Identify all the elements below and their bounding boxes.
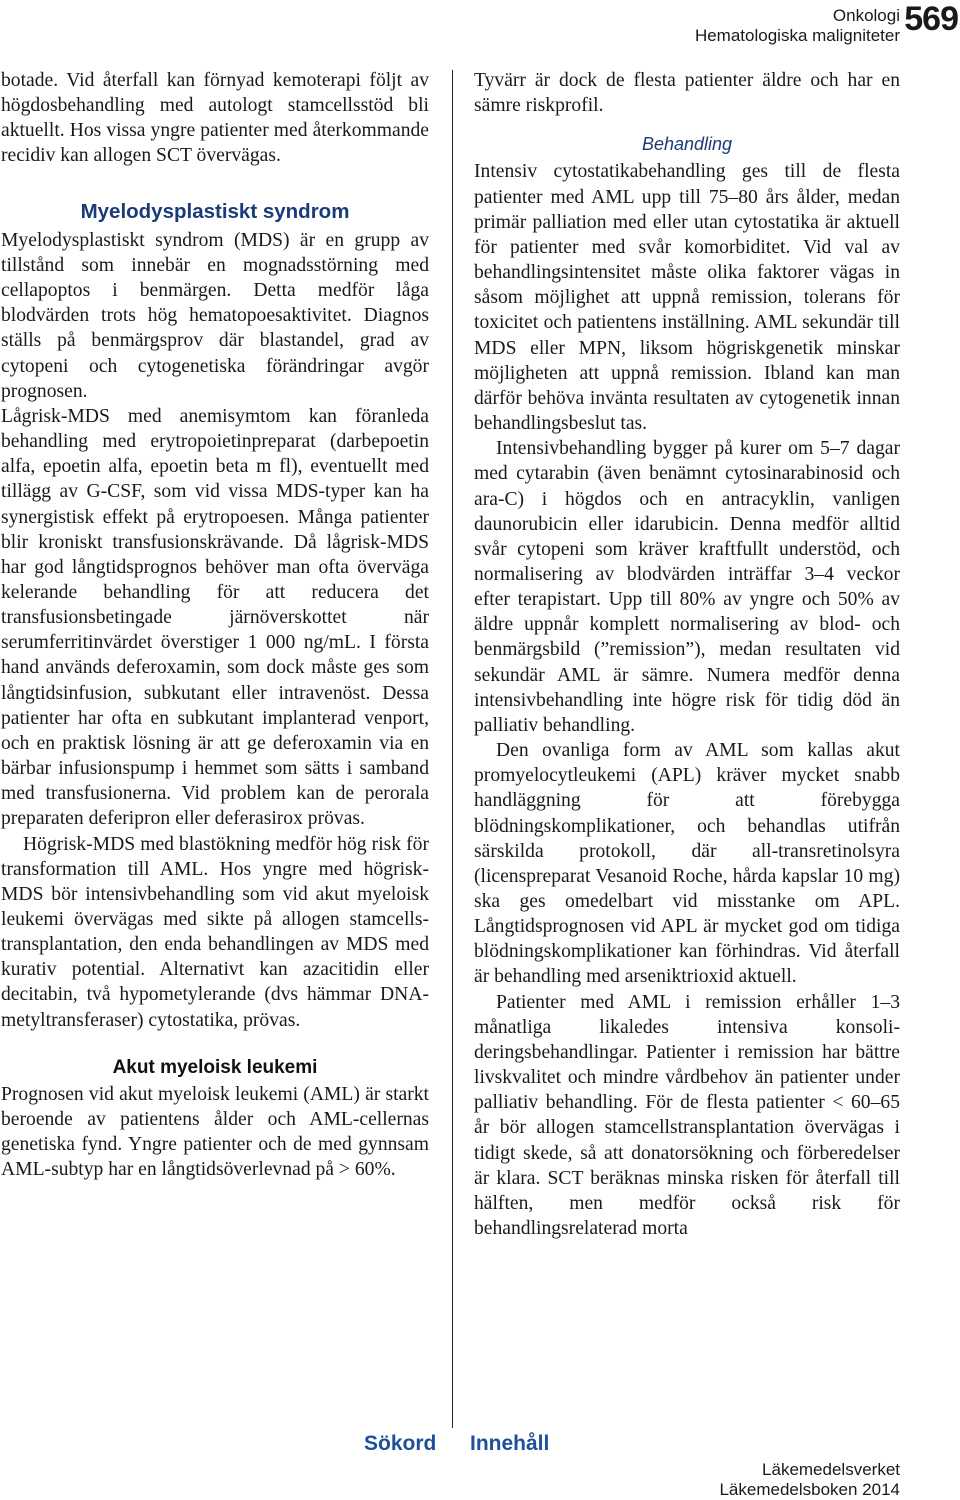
header-subsection: Hematologiska maligniteter [694,26,900,45]
page-number: 569 [904,0,958,38]
table-of-contents-link[interactable]: Innehåll [470,1432,550,1455]
paragraph-aml-1: Prognosen vid akut myeloisk leukemi (AML) är starkt beroende av patientens ålder och AML-cellernas genetiska fynd. Yngre patienter och de med gynnsam AML-subtyp har en långtidsöverlevnad på > 60%. [1,1083,429,1181]
paragraph-treatment-1: Intensiv cytostatikabehandling ges till de flesta patienter med AML upp till 75–80 års ålder, medan primär palliation med eller utan cytostatika är aktuell för patienter med svår komorbiditet. Vid val av behandlingsintensitet måste olika faktorer vägas in såsom möjlighet att uppnå remission, tolerans för toxicitet och patientens inställning. AML sekundär till MDS eller MPN, liksom högriskgenetik minskar möjligheten att uppnå remission. Ibland kan man därför behöva invänta resultaten av cytogenetik innan behandlingsbeslut tas. [474,161,900,435]
paragraph-treatment-2: Intensivbehandling bygger på kurer om 5–7 dagar med cytarabin (även benämnt cytosinarabinosid och ara-C) i högdos och en antracyklin, vanligen daunorubicin eller idarubicin. Denna medför alltid svår cytopeni som kräver kraftfullt understöd, och normalisering av blodvärden inträffar 3–4 veckor efter terapistart. Upp till 80% av yngre och 50% av äldre uppnår komplett normalisering av blod- och benmärgsbild (”remission”), medan resultaten vid sekundär AML är sämre. Numera medför denna intensivbehandling inte högre risk för tidig död än palliativ behandling. [474,438,900,736]
paragraph-treatment-3: Den ovanliga form av AML som kallas akut promyelocytleukemi (APL) kräver mycket snabb handläggning för att förebygga blödningskomplikationer, och behandlas utifrån särskilda protokoll, där all-transretinolsyra (licenspreparat Vesanoid Roche, hårda kapslar 10 mg) ska ges omedelbart vid misstanke om APL. Långtidsprognosen vid APL är mycket god om tidiga blödningskomplikationer kan förhindras. Vid återfall är behandling med arseniktrioxid aktuell. [474,740,900,988]
paragraph-mds-1: Myelodysplastiskt syndrom (MDS) är en grupp av tillstånd som innebär en mognadsstörning med cellapoptos i benmärgen. Detta medför låga blodvärden trots hög hematopoesaktivitet. Diagnos ställs på benmärgsprov där blastandel, grad av cytopeni och cytogenetiska förändringar avgör prognosen. [1,229,429,402]
footer-book: Läkemedelsboken 2014 [719,1480,900,1499]
column-divider [452,70,453,1428]
paragraph-mds-2: Lågrisk-MDS med anemisymtom kan föranleda behandling med erytropoietinpreparat (darbepoetin alfa, epoetin alfa, epoetin beta m fl), eventuellt med tillägg av G-CSF, som vid vissa MDS-typer kan ha synergistisk effekt på erytropoesen. Många patienter blir kroniskt transfusionskrävande. Då lågrisk-MDS har god långtidsprognos behöver man ofta överväga kelerande behandling för att reducera det transfusionsbetingade järnöverskottet när serumferritinvärdet överstiger 1 000 ng/mL. I första hand används deferoxamin, som dock måste ges som långtidsinfusion, subkutant eller intravenöst. Dessa patienter har ofta en subkutant implanterad venport, och en praktisk lösning är att ge deferoxamin via en bärbar infusionspump i hemmet som sätts i samband med transfusionerna. Vid problem kan de perorala preparaten deferipron eller deferasirox prövas. [1,405,429,830]
running-header [695,6,900,46]
paragraph-intro: botade. Vid återfall kan förnyad kemoterapi följt av högdosbehandling med autologt stamcellsstöd bli aktuellt. Hos vissa yngre patienter med återkommande recidiv kan allogen SCT övervägas. [1,70,429,167]
heading-mds: Myelodysplastiskt syndrom [80,199,350,223]
header-section: Onkologi [832,6,900,25]
paragraph-mds-3: Högrisk-MDS med blastökning medför hög risk för transformation till AML. Hos yngre med högrisk-MDS bör intensivbehandling som vid akut myeloisk leukemi övervägas med sikte på allogen stamcellstransplantation, den enda behandlingen av MDS med kurativ potential. Alternativt kan azacitidin eller decitabin, två hypometylerande (dvs hämmar DNA-metyltransferaser) cytostatika, prövas. [1,833,429,1031]
search-index-link[interactable]: Sökord [364,1432,437,1455]
left-column [1,68,429,1183]
subheading-treatment: Behandling [641,134,733,155]
footer-publisher: Läkemedelsverket [762,1460,900,1479]
right-column [474,68,900,1241]
paragraph-treatment-4: Patienter med AML i remission erhåller 1–3 månatliga likaledes intensiva konsolideringsbehandlingar. Patienter i remission har bättre livskvalitet och mindre vårdbehov än patienter under palliativ behandling. För de flesta patienter < 60–65 år bör allogen stamcellstransplantation övervägas i tidigt skede, så att donatorsökning och förberedelser är klara. SCT beräknas minska risken för återfall till hälften, men medför också risk för behandlingsrelaterad morta [474,991,900,1240]
footer [719,1460,900,1500]
heading-aml: Akut myeloisk leukemi [112,1056,318,1078]
paragraph-aml-cont: Tyvärr är dock de flesta patienter äldre och har en sämre riskprofil. [474,70,900,117]
